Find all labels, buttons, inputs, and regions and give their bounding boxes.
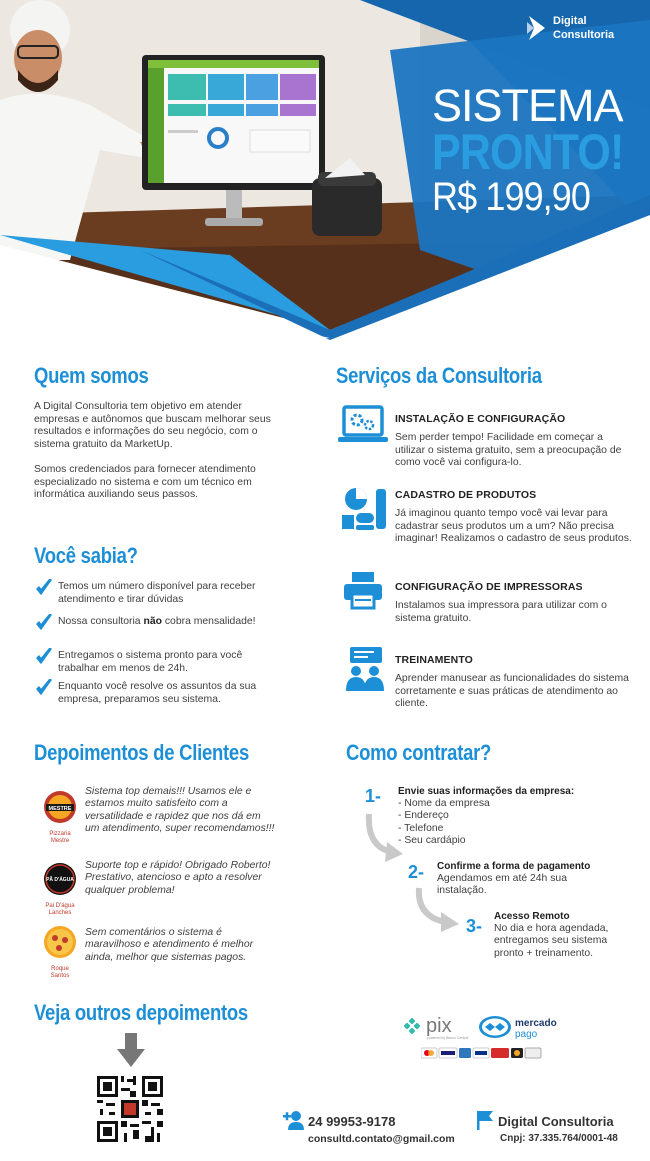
testimonial-logo bbox=[40, 790, 80, 845]
footer-brand: Digital Consultoria bbox=[498, 1114, 614, 1129]
quem-somos-paragraph-1: A Digital Consultoria tem objetivo em atender empresas e autônomos que buscam melhorar seus resultados e informações do seu negócio, com o sistema gratuito da MarketUp. bbox=[34, 401, 271, 450]
curved-arrow-icon bbox=[365, 812, 405, 864]
quem-somos-paragraph-2: Somos credenciados para fornecer atendimento especializado no sistema e com um técnico em informática auxiliando seus passos. bbox=[34, 464, 256, 501]
service-text: Aprender manusear as funcionalidades do sistema corretamente e suas práticas de atendimento ao cliente. bbox=[395, 673, 629, 710]
fact-text: Entregamos o sistema pronto para você trabalhar em menos de 24h. bbox=[58, 650, 243, 674]
fact-item bbox=[36, 614, 286, 632]
brand-name-line1: Digital bbox=[553, 15, 587, 27]
step-heading: Confirme a forma de pagamento bbox=[437, 861, 591, 872]
step-number: 3- bbox=[466, 916, 483, 936]
qr-code[interactable] bbox=[94, 1073, 166, 1145]
hero-title: SISTEMA bbox=[432, 80, 623, 131]
testimonial-caption bbox=[40, 966, 80, 980]
contact-email[interactable]: consultd.contato@gmail.com bbox=[308, 1133, 455, 1145]
fact-text-end: cobra mensalidade! bbox=[161, 616, 256, 627]
service-text: Sem perder tempo! Facilidade em começar a utilizar o sistema gratuito, sem a preocupação de como você vai configura-lo. bbox=[395, 432, 622, 469]
step-details bbox=[398, 798, 490, 847]
caption-line1: Pai D'água bbox=[45, 903, 75, 909]
testimonial-text: Suporte top e rápido! Obrigado Roberto! Prestativo, atencioso e apto a resolver qualquer problema! bbox=[85, 860, 271, 896]
step-line: - Seu cardápio bbox=[398, 834, 466, 846]
service-heading: TREINAMENTO bbox=[395, 654, 473, 666]
products-icon bbox=[340, 485, 388, 533]
training-icon bbox=[344, 645, 386, 693]
hero-price: R$ 199,90 bbox=[432, 175, 591, 219]
caption-line1: Roque bbox=[51, 966, 69, 972]
hero-banner bbox=[0, 0, 650, 345]
section-title-como-contratar: Como contratar? bbox=[346, 740, 492, 765]
brand-name-line2: Consultoria bbox=[553, 29, 615, 41]
checkmark-icon bbox=[36, 614, 52, 632]
brand-logo-top bbox=[527, 14, 633, 42]
checkmark-icon bbox=[36, 579, 52, 597]
brand-logo-icon bbox=[527, 14, 547, 42]
step-line: - Endereço bbox=[398, 810, 449, 822]
logo-text: PÃ D'ÁGUA bbox=[46, 877, 74, 883]
section-title-veja-outros: Veja outros depoimentos bbox=[34, 1000, 248, 1025]
pai-dagua-logo bbox=[43, 862, 77, 896]
checkmark-icon bbox=[36, 648, 52, 666]
service-heading: INSTALAÇÃO E CONFIGURAÇÃO bbox=[395, 413, 566, 425]
printer-icon bbox=[342, 570, 384, 610]
testimonial-text: Sistema top demais!!! Usamos ele e estamos muito satisfeito com a versatilidade e rapidez que nos dá em um atendimento, super recomendamos!!! bbox=[85, 786, 275, 834]
caption-line2: Lanches bbox=[48, 910, 72, 916]
service-text: Instalamos sua impressora para utilizar com o sistema gratuito. bbox=[395, 600, 607, 624]
step-line: pronto + treinamento. bbox=[494, 947, 594, 959]
fact-bold: não bbox=[143, 616, 162, 627]
checkmark-icon bbox=[36, 679, 52, 697]
mercado-line1: mercado bbox=[515, 1018, 557, 1029]
step-line: - Nome da empresa bbox=[398, 798, 490, 809]
pix-logo bbox=[400, 1012, 470, 1040]
caption-line1: Pizzaria bbox=[49, 831, 71, 837]
fact-item bbox=[36, 648, 286, 675]
step-number: 2- bbox=[408, 862, 425, 882]
add-contact-icon bbox=[283, 1110, 305, 1130]
laptop-gears-icon bbox=[338, 405, 388, 447]
service-heading: CONFIGURAÇÃO DE IMPRESSORAS bbox=[395, 581, 583, 593]
fact-text: Enquanto você resolve os assuntos da sua empresa, preparamos seu sistema. bbox=[58, 681, 257, 705]
hero-highlight: PRONTO! bbox=[432, 124, 624, 180]
service-text: Já imaginou quanto tempo você vai levar para cadastrar seus produtos um a um? Não precisa imaginar! Realizamos o cadastro de seus produtos. bbox=[395, 508, 632, 545]
fact-text: Temos um número disponível para receber atendimento e tirar dúvidas bbox=[58, 581, 256, 605]
step-line: No dia e hora agendada, bbox=[494, 923, 609, 934]
step-line: - Telefone bbox=[398, 822, 444, 834]
fact-item bbox=[36, 579, 286, 606]
caption-line2: Santos bbox=[50, 973, 70, 979]
step-line: entregamos seu sistema bbox=[494, 935, 608, 947]
pizzaria-mestre-logo bbox=[43, 790, 77, 824]
section-title-voce-sabia: Você sabia? bbox=[34, 543, 138, 568]
contact-phone[interactable]: 24 99953-9178 bbox=[308, 1114, 396, 1129]
arrow-down-icon bbox=[117, 1033, 145, 1067]
flag-icon bbox=[476, 1110, 494, 1130]
fact-text: Nossa consultoria bbox=[58, 616, 144, 627]
step-line: instalação. bbox=[437, 885, 487, 897]
section-title-depoimentos: Depoimentos de Clientes bbox=[34, 740, 249, 765]
card-brands-icon bbox=[421, 1047, 543, 1059]
pix-label: pix bbox=[426, 1015, 452, 1037]
pix-sub: powered by Banco Central bbox=[427, 1036, 469, 1040]
testimonial-logo bbox=[40, 862, 80, 917]
service-heading: CADASTRO DE PRODUTOS bbox=[395, 489, 537, 501]
fact-item bbox=[36, 679, 286, 706]
logo-text: MESTRE bbox=[48, 806, 72, 812]
section-title-servicos: Serviços da Consultoria bbox=[336, 363, 542, 388]
footer-cnpj: Cnpj: 37.335.764/0001-48 bbox=[500, 1133, 618, 1144]
step-number: 1- bbox=[365, 786, 382, 806]
curved-arrow-icon bbox=[415, 886, 461, 934]
step-details bbox=[494, 923, 608, 960]
testimonial-text: Sem comentários o sistema é maravilhoso e atendimento é melhor ainda, melhor que sistemas pagos. bbox=[85, 927, 254, 963]
testimonial-caption bbox=[40, 903, 80, 917]
testimonial-logo bbox=[40, 925, 80, 980]
step-heading: Acesso Remoto bbox=[494, 911, 570, 922]
caption-line2: Mestre bbox=[50, 838, 70, 844]
mercado-line2: pago bbox=[515, 1029, 538, 1040]
step-line: Agendamos em até 24h sua bbox=[437, 873, 567, 884]
section-title-quem-somos: Quem somos bbox=[34, 363, 149, 388]
roque-santos-logo bbox=[43, 925, 77, 959]
step-heading: Envie suas informações da empresa: bbox=[398, 786, 575, 797]
mercado-pago-logo bbox=[478, 1012, 570, 1042]
testimonial-caption bbox=[40, 831, 80, 845]
